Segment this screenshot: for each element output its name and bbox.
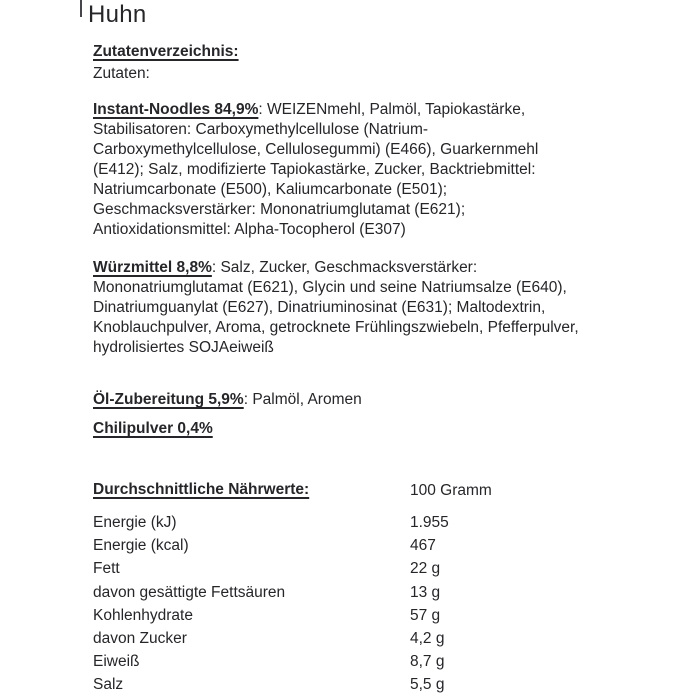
nutrient-value: 5,5 g: [410, 676, 445, 694]
nutrient-value: 13 g: [410, 583, 441, 601]
nutrient-label: Energie (kJ): [93, 514, 177, 531]
nutrition-row: [93, 583, 613, 606]
ingredient-group-title: Öl-Zubereitung 5,9%: [93, 391, 244, 408]
ingredient-group-title: Chilipulver 0,4%: [93, 420, 213, 437]
nutrition-row: [93, 629, 613, 652]
ingredient-paragraph: [93, 419, 213, 439]
ingredient-line: Carboxymethylcellulose, Cellulosegummi) (E466), Guarkernmehl: [93, 141, 539, 158]
nutrient-label: davon gesättigte Fettsäuren: [93, 583, 286, 601]
nutrient-label: Salz: [93, 676, 124, 694]
nutrient-label: Kohlenhydrate: [93, 606, 193, 624]
ingredient-line: [93, 258, 579, 278]
ingredient-line: Dinatriumguanylat (E627), Dinatriuminosinat (E631); Maltodextrin,: [93, 299, 546, 316]
nutrition-rows: [93, 513, 613, 699]
photo-edge-artifact: [80, 0, 82, 17]
nutrient-label: davon Zucker: [93, 629, 187, 647]
nutrient-value: 1.955: [410, 514, 449, 531]
nutrient-value: 22 g: [410, 560, 441, 578]
nutrient-label: Eiweiß: [93, 653, 140, 671]
ingredient-line: [93, 100, 538, 120]
ingredient-group-title: Instant-Noodles 84,9%: [93, 101, 259, 118]
ingredient-paragraph: [93, 258, 579, 358]
ingredient-line: (E412); Salz, modifizierte Tapiokastärke, Zucker, Backtriebmittel:: [93, 161, 536, 178]
ingredient-line: Geschmacksverstärker: Mononatriumglutamat (E621);: [93, 201, 466, 218]
nutrition-unit-column: 100 Gramm: [410, 482, 492, 499]
ingredients-subheading: Zutaten:: [93, 65, 150, 82]
ingredient-line-text: : Palmöl, Aromen: [243, 391, 362, 408]
nutrient-value: 4,2 g: [410, 629, 445, 647]
nutrient-value: 8,7 g: [410, 653, 445, 671]
ingredient-paragraph: [93, 390, 362, 410]
nutrition-row: [93, 652, 613, 675]
nutrient-label: Fett: [93, 560, 120, 578]
page-title: Huhn: [88, 1, 147, 28]
nutrition-row: [93, 559, 613, 582]
ingredient-line: Knoblauchpulver, Aroma, getrocknete Frühlingszwiebeln, Pfefferpulver,: [93, 319, 579, 336]
nutrition-row: [93, 606, 613, 629]
nutrient-value: 467: [410, 537, 436, 555]
nutrient-label: Energie (kcal): [93, 537, 189, 555]
ingredient-paragraph: [93, 100, 538, 240]
ingredient-line: Mononatriumglutamat (E621), Glycin und seine Natriumsalze (E640),: [93, 279, 567, 296]
ingredient-group-title: Würzmittel 8,8%: [93, 259, 212, 276]
ingredient-line: [93, 390, 362, 410]
ingredient-line: [93, 419, 213, 439]
ingredient-line: Stabilisatoren: Carboxymethylcellulose (Natrium-: [93, 121, 429, 138]
ingredients-heading: Zutatenverzeichnis:: [93, 43, 239, 60]
ingredient-line: hydrolisiertes SOJAeiweiß: [93, 339, 274, 356]
nutrition-row: [93, 513, 613, 536]
ingredient-line-text: : Salz, Zucker, Geschmacksverstärker:: [211, 259, 478, 276]
nutrition-heading: Durchschnittliche Nährwerte:: [93, 481, 310, 498]
ingredient-line: Natriumcarbonate (E500), Kaliumcarbonate (E501);: [93, 181, 448, 198]
nutrition-row: [93, 675, 613, 698]
ingredient-line-text: : WEIZENmehl, Palmöl, Tapiokastärke,: [258, 101, 526, 118]
nutrition-row: [93, 536, 613, 559]
nutrient-value: 57 g: [410, 606, 441, 624]
ingredient-line: Antioxidationsmittel: Alpha-Tocopherol (E307): [93, 221, 406, 238]
